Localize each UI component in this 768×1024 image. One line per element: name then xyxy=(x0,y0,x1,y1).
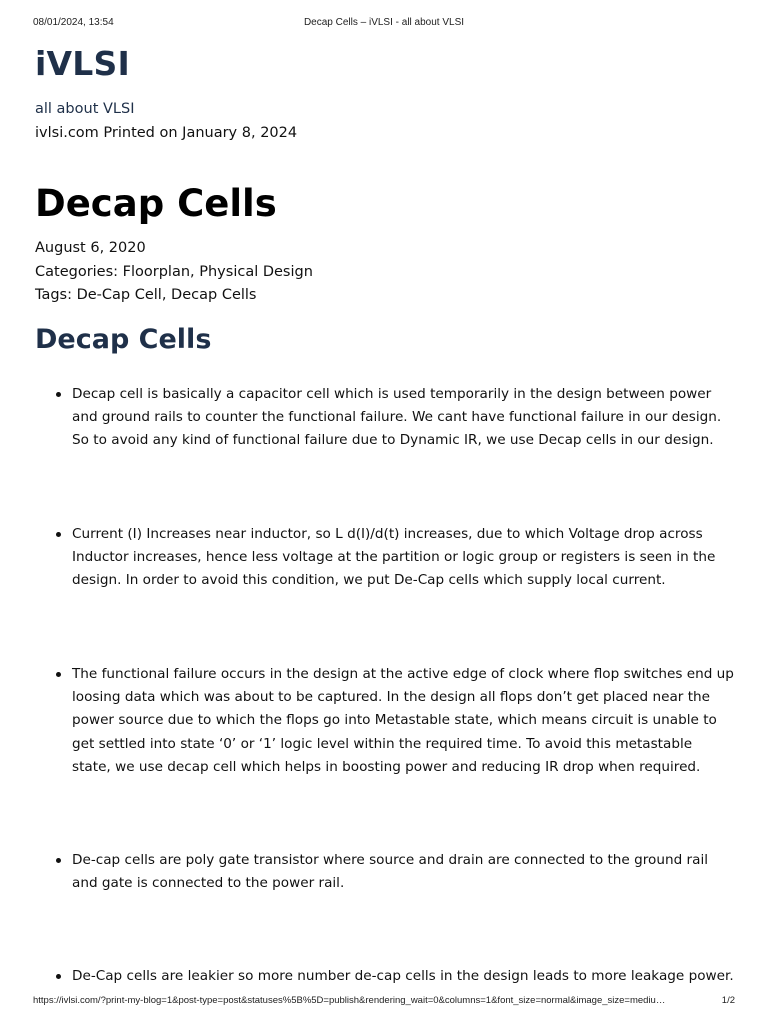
list-item-text: Current (I) Increases near inductor, so L d(I)/d(t) increases, due to which Voltage drop across Inductor increases, hence less voltage at the partition or logic group or registers is seen in the design. In order to avoid this condition, we put De-Cap cells which supply local current. xyxy=(72,526,716,589)
bullet-icon xyxy=(56,858,61,863)
print-url: https://ivlsi.com/?print-my-blog=1&post-type=post&statuses%5B%5D=publish&rendering_wait=0&columns=1&font_size=normal&image_size=mediu… xyxy=(33,995,666,1006)
print-header xyxy=(33,17,735,31)
list-item xyxy=(54,523,734,593)
printed-on-line: ivlsi.com Printed on January 8, 2024 xyxy=(35,125,298,141)
post-title: Decap Cells xyxy=(35,182,277,225)
bullet-icon xyxy=(56,974,61,979)
post-tags: Tags: De-Cap Cell, Decap Cells xyxy=(35,287,257,303)
list-item xyxy=(54,965,734,988)
bullet-icon xyxy=(56,672,61,677)
post-meta xyxy=(35,237,313,308)
post-categories: Categories: Floorplan, Physical Design xyxy=(35,263,313,280)
page-number: 1/2 xyxy=(721,995,735,1006)
section-heading: Decap Cells xyxy=(35,324,212,355)
list-item-text: Decap cell is basically a capacitor cell which is used temporarily in the design between power and ground rails to counter the functional failure. We cant have functional failure in our design. So to avoid any kind of functional failure due to Dynamic IR, we use Decap cells in our design. xyxy=(72,386,722,449)
list-item-text: The functional failure occurs in the design at the active edge of clock where flop switches end up loosing data which was about to be captured. In the design all flops don’t get placed near the power source due to which the flops go into Metastable state, which means circuit is unable to get settled into state ‘0’ or ‘1’ logic level within the required time. To avoid this metastable state, we use decap cell which helps in boosting power and reducing IR drop when required. xyxy=(72,666,734,775)
site-tagline: all about VLSI xyxy=(35,101,135,117)
list-item-text: De-Cap cells are leakier so more number de-cap cells in the design leads to more leakage power. xyxy=(72,968,734,984)
list-item xyxy=(54,663,734,779)
list-item xyxy=(54,383,734,453)
print-footer xyxy=(33,995,735,1009)
bullet-icon xyxy=(56,532,61,537)
bullet-icon xyxy=(56,392,61,397)
print-datetime: 08/01/2024, 13:54 xyxy=(33,17,114,28)
site-title[interactable]: iVLSI xyxy=(35,44,130,83)
print-page-title: Decap Cells – iVLSI - all about VLSI xyxy=(303,17,465,28)
list-item xyxy=(54,849,734,895)
post-date: August 6, 2020 xyxy=(35,240,146,256)
list-item-text: De-cap cells are poly gate transistor where source and drain are connected to the ground rail and gate is connected to the power rail. xyxy=(72,852,708,892)
